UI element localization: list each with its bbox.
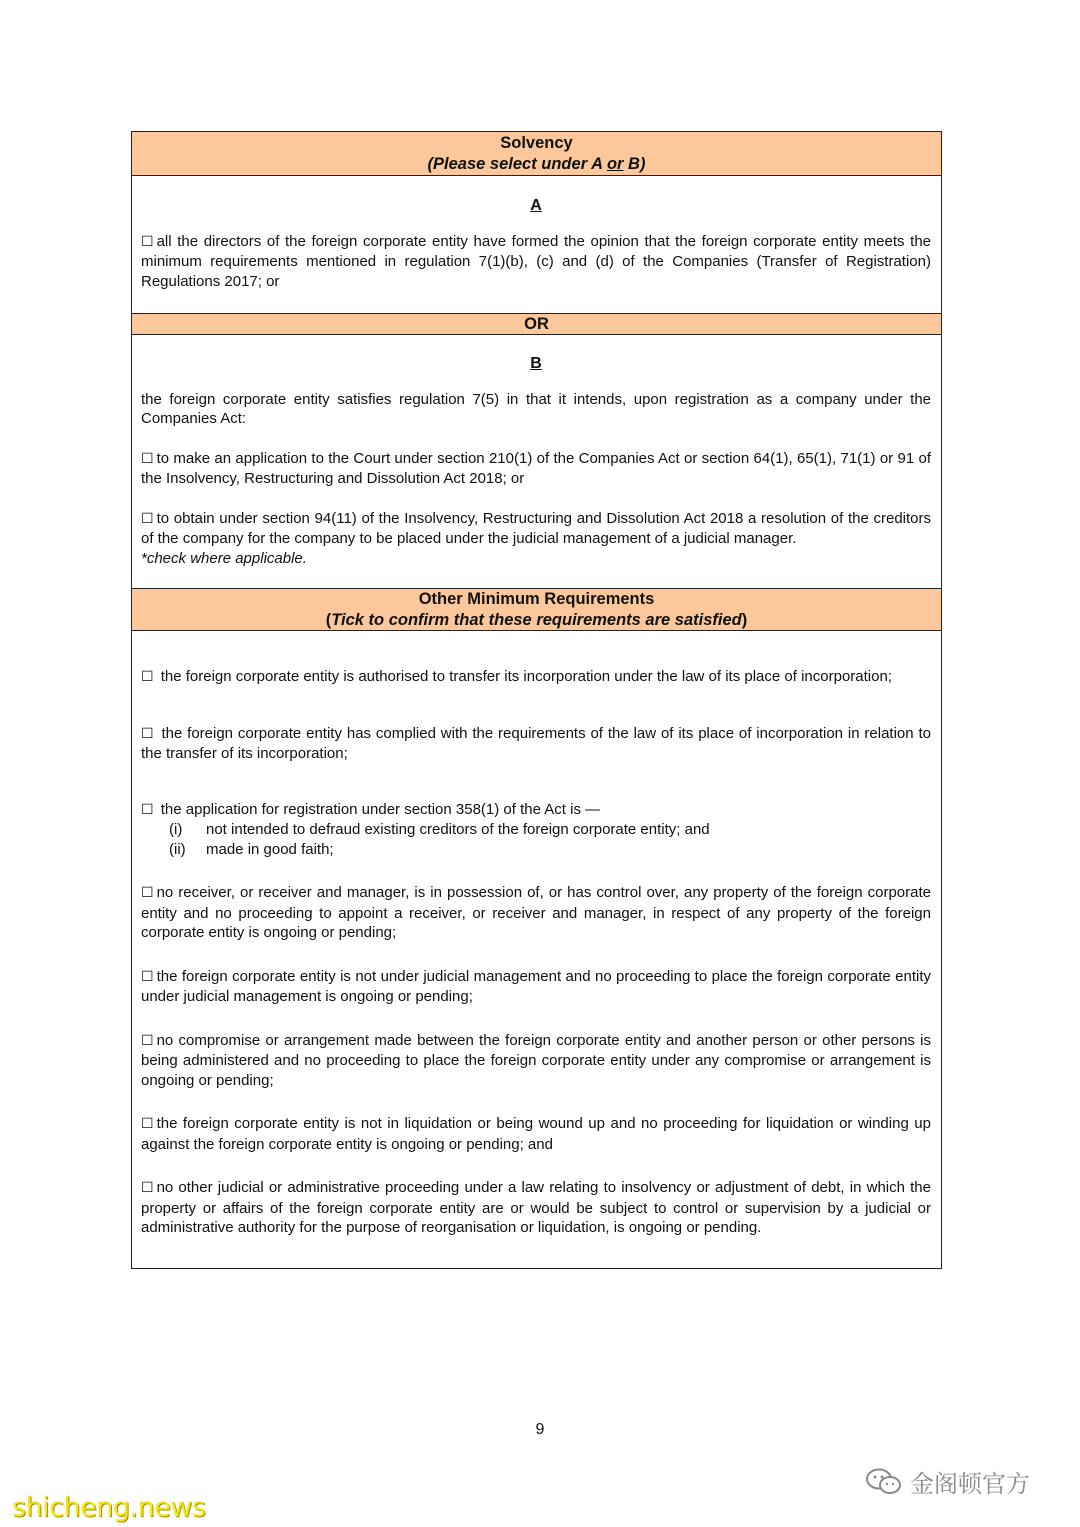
section-b-intro: the foreign corporate entity satisfies regulation 7(5) in that it intends, upon registration as a company under the Companies Act:	[141, 390, 931, 427]
requirement-text: the foreign corporate entity has complied with the requirements of the law of its place of incorporation in relation to the transfer of its incorporation;	[141, 724, 931, 762]
solvency-subtitle-post: B)	[623, 155, 646, 173]
section-b-option-1	[141, 449, 931, 489]
watermark-site: shicheng.news	[12, 1492, 206, 1523]
checkbox[interactable]: ☐	[141, 1180, 154, 1196]
sub-item	[141, 820, 931, 840]
requirement-text: the application for registration under section 358(1) of the Act is —	[160, 800, 601, 818]
subtitle-close-paren: )	[741, 611, 748, 629]
solvency-subtitle	[132, 154, 941, 175]
watermark-account	[864, 1464, 1030, 1499]
requirement-item	[141, 667, 931, 688]
requirement-text: the foreign corporate entity is authorised to transfer its incorporation under the law of its place of incorporation;	[160, 668, 892, 685]
requirement-item	[141, 1031, 931, 1091]
solvency-header	[132, 132, 941, 176]
checkbox[interactable]: ☐	[141, 233, 154, 250]
watermark-account-name: 金阁顿官方	[910, 1470, 1030, 1498]
sub-item-text: not intended to defraud existing creditors of the foreign corporate entity; and	[206, 821, 710, 838]
checkbox[interactable]: ☐	[141, 1032, 154, 1049]
section-b-option-2-text: to obtain under section 94(11) of the Insolvency, Restructuring and Dissolution Act 2018 a resolution of the creditors of the company for the company to be placed under the judicial management of a judicial manager.	[141, 509, 931, 547]
section-b-option-1-text: to make an application to the Court under section 210(1) of the Companies Act or section 64(1), 65(1), 71(1) or 91 of the Insolvency, Restructuring and Dissolution Act 2018; or	[141, 449, 931, 487]
checkbox[interactable]: ☐	[141, 968, 154, 985]
requirement-item	[141, 1114, 931, 1154]
checkbox[interactable]: ☐	[141, 510, 154, 527]
solvency-subtitle-pre: (Please select under A	[427, 155, 607, 173]
section-b-note: *check where applicable.	[141, 549, 307, 567]
requirement-text: the foreign corporate entity is not under judicial management and no proceeding to place the foreign corporate entity under judicial management is ongoing or pending;	[141, 967, 931, 1005]
solvency-title: Solvency	[500, 134, 573, 152]
section-b-letter: B	[530, 355, 542, 372]
requirement-text: no other judicial or administrative proceeding under a law relating to insolvency or adjustment of debt, in which the property or affairs of the foreign corporate entity are or would be subject to control or supervision by a judicial or administrative authority for the purpose of reorganisation or liquidation, is ongoing or pending.	[141, 1179, 931, 1236]
section-a-text: all the directors of the foreign corporate entity have formed the opinion that the foreign corporate entity meets the minimum requirements mentioned in regulation 7(1)(b), (c) and (d) of the Companies (Transfer of Registration) Regulations 2017; or	[141, 232, 931, 290]
checkbox[interactable]: ☐	[141, 669, 154, 685]
requirement-item	[141, 883, 931, 943]
other-requirements-title: Other Minimum Requirements	[418, 590, 655, 608]
other-requirements-subtitle	[132, 610, 941, 631]
sub-item-number: (ii)	[169, 840, 186, 858]
checkbox[interactable]: ☐	[141, 801, 154, 818]
section-b-option-2	[141, 509, 931, 549]
application-form-table	[131, 131, 942, 1269]
requirement-text: the foreign corporate entity is not in liquidation or being wound up and no proceeding for liquidation or winding up against the foreign corporate entity is ongoing or pending; and	[141, 1115, 931, 1153]
requirement-item	[141, 800, 931, 821]
section-a	[132, 176, 941, 313]
sub-item	[141, 840, 931, 860]
checkbox[interactable]: ☐	[141, 885, 154, 901]
checkbox[interactable]: ☐	[141, 450, 154, 467]
sub-item-number: (i)	[169, 821, 183, 838]
requirement-item	[141, 967, 931, 1007]
section-b	[132, 335, 941, 588]
requirement-item	[141, 1178, 931, 1238]
checkbox[interactable]: ☐	[141, 725, 154, 742]
or-divider: OR	[132, 313, 941, 335]
subtitle-text: Tick to confirm that these requirements are satisfied	[331, 611, 742, 629]
subtitle-open-paren: (	[325, 611, 332, 629]
page-number: 9	[535, 1421, 545, 1438]
requirement-text: no receiver, or receiver and manager, is in possession of, or has control over, any property of the foreign corporate entity and no proceeding to appoint a receiver, or receiver and manager, in respect of any property of the foreign corporate entity is ongoing or pending;	[141, 884, 931, 941]
other-requirements-list	[132, 631, 941, 1238]
sub-item-text: made in good faith;	[206, 840, 334, 858]
solvency-subtitle-or: or	[606, 155, 624, 173]
checkbox[interactable]: ☐	[141, 1116, 154, 1132]
requirement-item	[141, 724, 931, 764]
section-a-letter: A	[530, 197, 542, 214]
other-requirements-header	[132, 588, 941, 631]
requirement-text: no compromise or arrangement made between the foreign corporate entity and another person or other persons is being administered and no proceeding to place the foreign corporate entity under any compromise or arrangement is ongoing or pending;	[141, 1031, 931, 1089]
section-a-option	[141, 232, 931, 292]
wechat-icon	[864, 1467, 904, 1497]
